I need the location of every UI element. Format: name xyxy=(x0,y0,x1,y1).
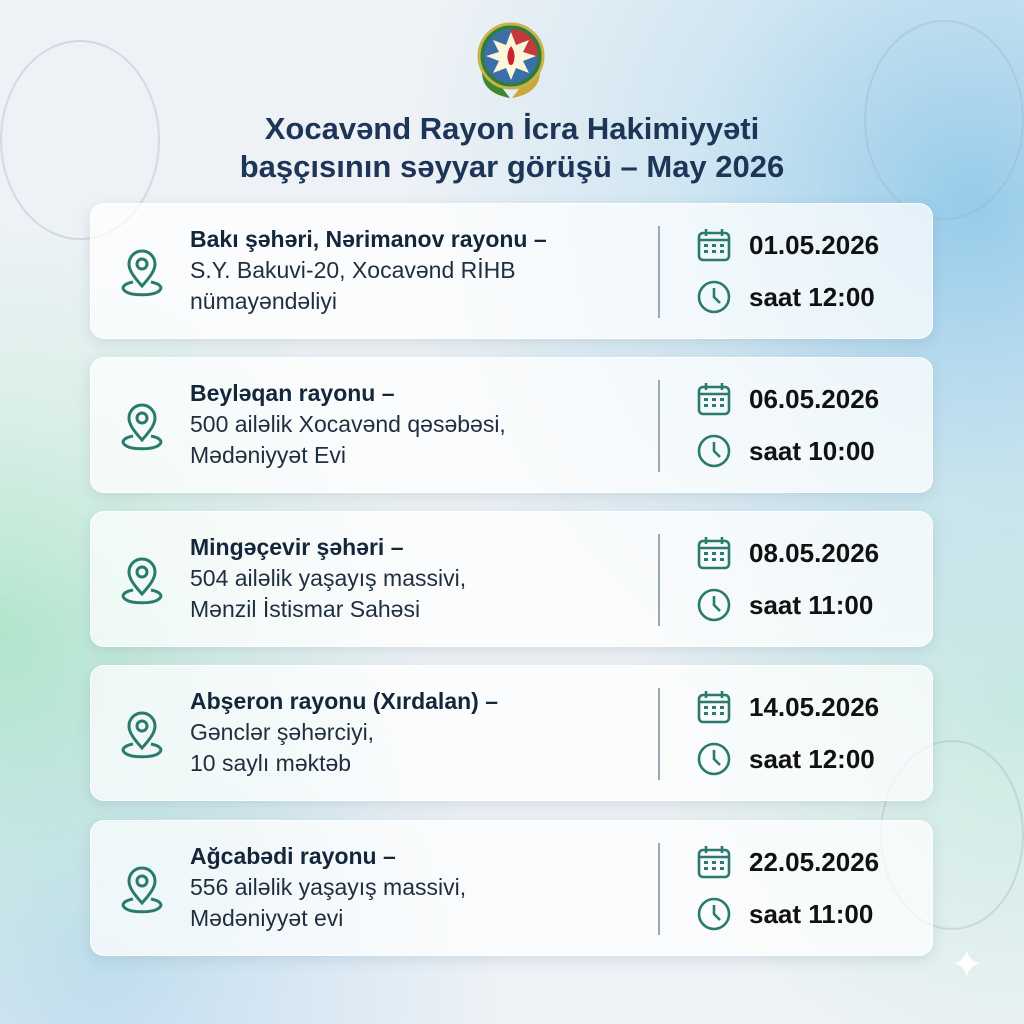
calendar-icon xyxy=(695,688,733,726)
event-time: saat 12:00 xyxy=(749,743,875,774)
divider xyxy=(658,226,660,318)
event-card xyxy=(90,665,933,801)
event-venue: Mədəniyyət evi xyxy=(190,905,344,931)
event-place: Beyləqan rayonu – xyxy=(190,380,395,406)
event-place: Abşeron rayonu (Xırdalan) – xyxy=(190,688,499,714)
event-address-line: 556 ailəlik yaşayış massivi, xyxy=(190,874,467,900)
clock-icon xyxy=(695,586,733,624)
event-address-line: Gənclər şəhərciyi, xyxy=(190,719,375,745)
clock-icon xyxy=(695,432,733,470)
event-date: 08.05.2026 xyxy=(749,537,880,568)
event-address xyxy=(190,841,640,934)
event-venue: Mənzil İstismar Sahəsi xyxy=(190,596,421,622)
event-time-row xyxy=(695,895,873,933)
calendar-icon xyxy=(695,534,733,572)
event-address-line: 504 ailəlik yaşayış massivi, xyxy=(190,565,467,591)
event-address xyxy=(190,686,640,779)
location-pin-icon xyxy=(119,865,165,915)
event-date: 22.05.2026 xyxy=(749,846,880,877)
location-pin-icon xyxy=(119,556,165,606)
event-address xyxy=(190,224,640,317)
event-time-row xyxy=(695,432,875,470)
event-venue: nümayəndəliyi xyxy=(190,288,338,314)
event-address xyxy=(190,532,640,625)
state-emblem-icon xyxy=(472,18,550,100)
event-date: 14.05.2026 xyxy=(749,691,880,722)
event-card xyxy=(90,511,933,647)
event-time-row xyxy=(695,740,875,778)
location-pin-icon xyxy=(119,710,165,760)
event-card xyxy=(90,820,933,956)
event-date-row xyxy=(695,843,879,881)
event-place: Bakı şəhəri, Nərimanov rayonu – xyxy=(190,226,547,252)
divider xyxy=(658,843,660,935)
event-date: 06.05.2026 xyxy=(749,383,880,414)
event-place: Ağcabədi rayonu – xyxy=(190,843,396,869)
location-pin-icon xyxy=(119,402,165,452)
event-date: 01.05.2026 xyxy=(749,229,880,260)
event-address-line: 500 ailəlik Xocavənd qəsəbəsi, xyxy=(190,411,506,437)
divider xyxy=(658,688,660,780)
title-line-2: başçısının səyyar görüşü – May 2026 xyxy=(239,149,785,184)
location-pin-icon xyxy=(119,248,165,298)
sparkle-icon: ✦ xyxy=(950,943,984,987)
event-date-row xyxy=(695,534,879,572)
divider xyxy=(658,534,660,626)
event-address-line: S.Y. Bakuvi-20, Xocavənd RİHB xyxy=(190,257,516,283)
event-time: saat 11:00 xyxy=(749,898,874,929)
event-time-row xyxy=(695,278,875,316)
event-date-row xyxy=(695,226,879,264)
event-time: saat 12:00 xyxy=(749,281,875,312)
event-date-row xyxy=(695,688,879,726)
event-date-row xyxy=(695,380,879,418)
calendar-icon xyxy=(695,226,733,264)
event-time: saat 11:00 xyxy=(749,589,874,620)
event-venue: Mədəniyyət Evi xyxy=(190,442,346,468)
page-title xyxy=(0,110,1024,186)
calendar-icon xyxy=(695,380,733,418)
event-time: saat 10:00 xyxy=(749,435,875,466)
clock-icon xyxy=(695,895,733,933)
title-line-1: Xocavənd Rayon İcra Hakimiyyəti xyxy=(264,111,760,146)
event-card xyxy=(90,203,933,339)
event-address xyxy=(190,378,640,471)
event-venue: 10 saylı məktəb xyxy=(190,750,352,776)
clock-icon xyxy=(695,278,733,316)
event-place: Mingəçevir şəhəri – xyxy=(190,534,404,560)
event-time-row xyxy=(695,586,873,624)
divider xyxy=(658,380,660,472)
calendar-icon xyxy=(695,843,733,881)
event-card xyxy=(90,357,933,493)
clock-icon xyxy=(695,740,733,778)
